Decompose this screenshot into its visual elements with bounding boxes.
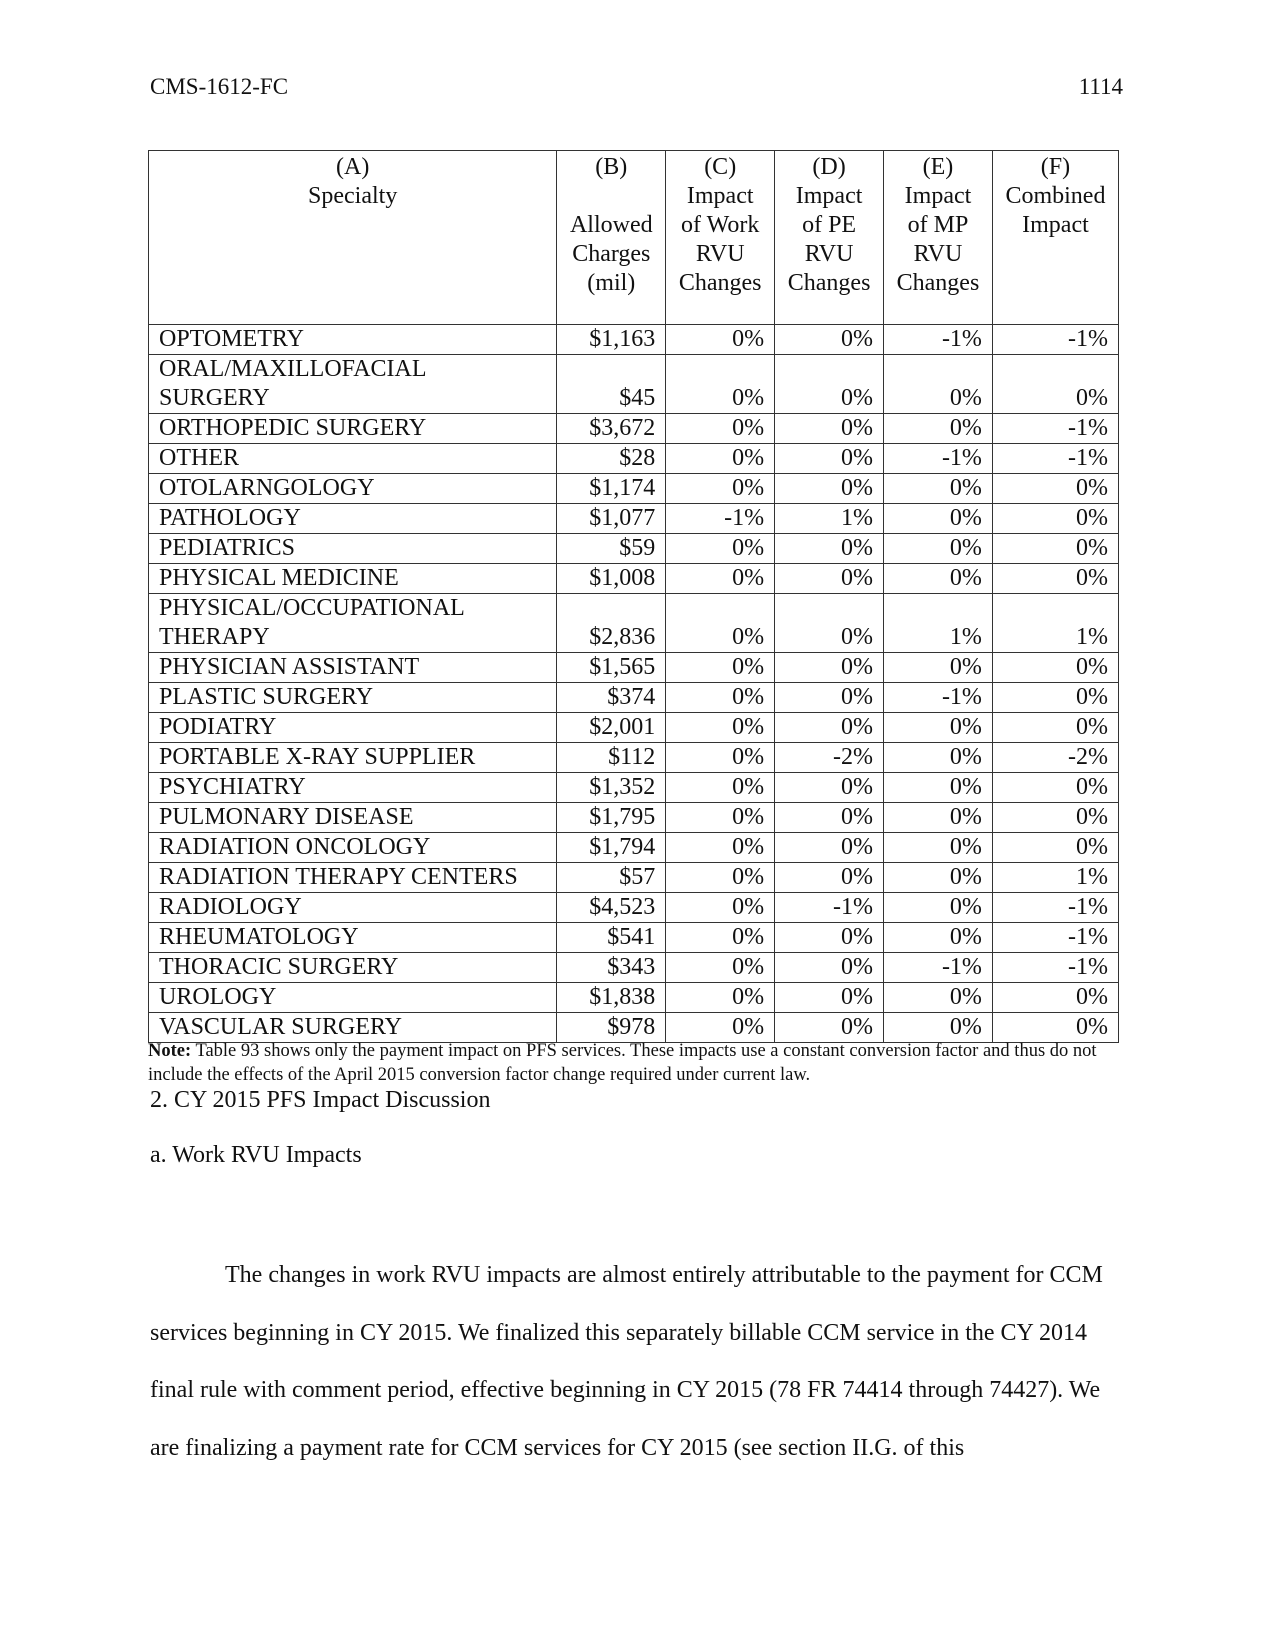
combined-impact-cell: 0% bbox=[992, 1013, 1118, 1043]
mp-rvu-cell: 0% bbox=[884, 504, 993, 534]
table-row bbox=[149, 474, 1119, 504]
paragraph-text: The changes in work RVU impacts are almost entirely attributable to the payment for CCM services beginning in CY 2015. We finalized this separately billable CCM service in the CY 2014 final rule with comment period, effective beginning in CY 2015 (78 FR 74414 through 74427). We are finalizing a payment rate for CCM services for CY 2015 (see section II.G. of this bbox=[150, 1262, 1103, 1461]
work-rvu-cell: 0% bbox=[666, 923, 775, 953]
combined-impact-cell: 1% bbox=[992, 594, 1118, 653]
pe-rvu-cell: 0% bbox=[775, 355, 884, 414]
column-title-line: Specialty bbox=[308, 183, 398, 209]
combined-impact-cell: 0% bbox=[992, 833, 1118, 863]
pe-rvu-cell: 0% bbox=[775, 653, 884, 683]
pe-rvu-cell: 0% bbox=[775, 1013, 884, 1043]
specialty-line: PATHOLOGY bbox=[159, 505, 301, 531]
combined-impact-cell: -1% bbox=[992, 953, 1118, 983]
mp-rvu-cell: 0% bbox=[884, 863, 993, 893]
mp-rvu-cell: 0% bbox=[884, 773, 993, 803]
allowed-charges-cell: $45 bbox=[557, 355, 666, 414]
mp-rvu-cell: 0% bbox=[884, 743, 993, 773]
table-row bbox=[149, 564, 1119, 594]
work-rvu-cell: 0% bbox=[666, 653, 775, 683]
table-row bbox=[149, 504, 1119, 534]
combined-impact-cell: 0% bbox=[992, 773, 1118, 803]
work-rvu-cell: 0% bbox=[666, 833, 775, 863]
table-row bbox=[149, 743, 1119, 773]
combined-impact-cell: 0% bbox=[992, 653, 1118, 683]
column-title-line: Changes bbox=[678, 270, 762, 296]
mp-rvu-cell: 0% bbox=[884, 803, 993, 833]
allowed-charges-cell: $28 bbox=[557, 444, 666, 474]
specialty-line: VASCULAR SURGERY bbox=[159, 1014, 402, 1040]
table-row bbox=[149, 803, 1119, 833]
column-letter: (B) bbox=[595, 154, 628, 180]
allowed-charges-cell: $57 bbox=[557, 863, 666, 893]
allowed-charges-cell: $112 bbox=[557, 743, 666, 773]
table-header-row bbox=[149, 151, 1119, 325]
specialty-line: ORAL/MAXILLOFACIAL bbox=[159, 356, 427, 382]
specialty-cell bbox=[149, 653, 557, 683]
specialty-line: PORTABLE X-RAY SUPPLIER bbox=[159, 744, 476, 770]
pe-rvu-cell: -1% bbox=[775, 893, 884, 923]
pe-rvu-cell: 0% bbox=[775, 923, 884, 953]
combined-impact-cell: 0% bbox=[992, 683, 1118, 713]
work-rvu-cell: 0% bbox=[666, 863, 775, 893]
table-row bbox=[149, 534, 1119, 564]
section-heading: 2. CY 2015 PFS Impact Discussion bbox=[150, 1087, 491, 1113]
impact-table bbox=[148, 150, 1119, 1043]
mp-rvu-cell: 0% bbox=[884, 713, 993, 743]
column-title-line: Charges bbox=[572, 241, 651, 267]
allowed-charges-cell: $1,352 bbox=[557, 773, 666, 803]
allowed-charges-cell: $374 bbox=[557, 683, 666, 713]
specialty-line: SURGERY bbox=[159, 385, 270, 411]
document-id: CMS-1612-FC bbox=[150, 74, 289, 99]
column-title-line: Changes bbox=[787, 270, 871, 296]
column-title-line: Impact bbox=[686, 183, 754, 209]
mp-rvu-cell: 0% bbox=[884, 983, 993, 1013]
table-row bbox=[149, 893, 1119, 923]
mp-rvu-cell: 0% bbox=[884, 564, 993, 594]
table-row bbox=[149, 863, 1119, 893]
specialty-line: PHYSICAL MEDICINE bbox=[159, 565, 399, 591]
specialty-line: RHEUMATOLOGY bbox=[159, 924, 359, 950]
note-text: Table 93 shows only the payment impact on PFS services. These impacts use a constant conversion factor and thus do not include the effects of the April 2015 conversion factor change required under current law. bbox=[148, 1041, 1097, 1085]
allowed-charges-cell: $1,077 bbox=[557, 504, 666, 534]
combined-impact-cell: 0% bbox=[992, 534, 1118, 564]
specialty-cell bbox=[149, 474, 557, 504]
specialty-line: RADIATION ONCOLOGY bbox=[159, 834, 431, 860]
specialty-line: RADIOLOGY bbox=[159, 894, 302, 920]
column-header bbox=[775, 151, 884, 325]
allowed-charges-cell: $1,795 bbox=[557, 803, 666, 833]
pe-rvu-cell: 0% bbox=[775, 534, 884, 564]
work-rvu-cell: 0% bbox=[666, 564, 775, 594]
specialty-line: OTOLARNGOLOGY bbox=[159, 475, 375, 501]
work-rvu-cell: 0% bbox=[666, 893, 775, 923]
specialty-cell bbox=[149, 863, 557, 893]
work-rvu-cell: 0% bbox=[666, 355, 775, 414]
specialty-cell bbox=[149, 923, 557, 953]
work-rvu-cell: 0% bbox=[666, 803, 775, 833]
column-title-line: Combined bbox=[1005, 183, 1106, 209]
combined-impact-cell: -1% bbox=[992, 444, 1118, 474]
mp-rvu-cell: -1% bbox=[884, 325, 993, 355]
mp-rvu-cell: 0% bbox=[884, 923, 993, 953]
table-body bbox=[149, 325, 1119, 1043]
pe-rvu-cell: 0% bbox=[775, 414, 884, 444]
pe-rvu-cell: -2% bbox=[775, 743, 884, 773]
column-header bbox=[884, 151, 993, 325]
mp-rvu-cell: 0% bbox=[884, 893, 993, 923]
mp-rvu-cell: -1% bbox=[884, 444, 993, 474]
specialty-cell bbox=[149, 594, 557, 653]
specialty-line: UROLOGY bbox=[159, 984, 277, 1010]
allowed-charges-cell: $4,523 bbox=[557, 893, 666, 923]
pe-rvu-cell: 1% bbox=[775, 504, 884, 534]
column-header bbox=[557, 151, 666, 325]
column-title-line: of PE bbox=[802, 212, 857, 238]
allowed-charges-cell: $978 bbox=[557, 1013, 666, 1043]
allowed-charges-cell: $343 bbox=[557, 953, 666, 983]
work-rvu-cell: 0% bbox=[666, 474, 775, 504]
allowed-charges-cell: $1,794 bbox=[557, 833, 666, 863]
pe-rvu-cell: 0% bbox=[775, 773, 884, 803]
column-title-line: Impact bbox=[1022, 212, 1089, 238]
column-title-line: (mil) bbox=[587, 270, 636, 296]
combined-impact-cell: -1% bbox=[992, 414, 1118, 444]
column-letter: (A) bbox=[336, 154, 370, 180]
work-rvu-cell: 0% bbox=[666, 683, 775, 713]
specialty-cell bbox=[149, 504, 557, 534]
specialty-line: PHYSICAL/OCCUPATIONAL bbox=[159, 595, 465, 621]
table-note bbox=[148, 1039, 1128, 1087]
allowed-charges-cell: $59 bbox=[557, 534, 666, 564]
work-rvu-cell: -1% bbox=[666, 504, 775, 534]
mp-rvu-cell: 0% bbox=[884, 474, 993, 504]
column-title-line: Impact bbox=[795, 183, 863, 209]
mp-rvu-cell: 0% bbox=[884, 653, 993, 683]
column-header bbox=[992, 151, 1118, 325]
table-row bbox=[149, 653, 1119, 683]
specialty-cell bbox=[149, 803, 557, 833]
column-title-line: RVU bbox=[804, 241, 854, 267]
combined-impact-cell: 0% bbox=[992, 504, 1118, 534]
column-title-line: RVU bbox=[695, 241, 745, 267]
specialty-cell bbox=[149, 833, 557, 863]
work-rvu-cell: 0% bbox=[666, 953, 775, 983]
specialty-line: THERAPY bbox=[159, 624, 270, 650]
work-rvu-cell: 0% bbox=[666, 444, 775, 474]
work-rvu-cell: 0% bbox=[666, 534, 775, 564]
table-row bbox=[149, 713, 1119, 743]
column-title-line: of MP bbox=[907, 212, 969, 238]
table-row bbox=[149, 414, 1119, 444]
note-label: Note: bbox=[148, 1041, 192, 1061]
combined-impact-cell: 0% bbox=[992, 474, 1118, 504]
combined-impact-cell: -2% bbox=[992, 743, 1118, 773]
table-row bbox=[149, 355, 1119, 414]
mp-rvu-cell: 0% bbox=[884, 355, 993, 414]
specialty-cell bbox=[149, 1013, 557, 1043]
specialty-cell bbox=[149, 743, 557, 773]
column-header bbox=[666, 151, 775, 325]
allowed-charges-cell: $1,163 bbox=[557, 325, 666, 355]
specialty-line: ORTHOPEDIC SURGERY bbox=[159, 415, 427, 441]
column-title-line: of Work bbox=[681, 212, 760, 238]
column-title-line: Allowed bbox=[569, 212, 653, 238]
mp-rvu-cell: 0% bbox=[884, 414, 993, 444]
allowed-charges-cell: $541 bbox=[557, 923, 666, 953]
column-header bbox=[149, 151, 557, 325]
specialty-cell bbox=[149, 564, 557, 594]
specialty-cell bbox=[149, 983, 557, 1013]
combined-impact-cell: -1% bbox=[992, 893, 1118, 923]
table-row bbox=[149, 444, 1119, 474]
specialty-line: PODIATRY bbox=[159, 714, 277, 740]
column-title-line: Impact bbox=[904, 183, 972, 209]
table-row bbox=[149, 833, 1119, 863]
pe-rvu-cell: 0% bbox=[775, 474, 884, 504]
pe-rvu-cell: 0% bbox=[775, 953, 884, 983]
column-letter: (E) bbox=[922, 154, 954, 180]
specialty-line: PLASTIC SURGERY bbox=[159, 684, 374, 710]
specialty-cell bbox=[149, 773, 557, 803]
specialty-line: PEDIATRICS bbox=[159, 535, 296, 561]
specialty-line: PSYCHIATRY bbox=[159, 774, 306, 800]
combined-impact-cell: 0% bbox=[992, 803, 1118, 833]
mp-rvu-cell: 0% bbox=[884, 833, 993, 863]
table-row bbox=[149, 1013, 1119, 1043]
specialty-cell bbox=[149, 355, 557, 414]
work-rvu-cell: 0% bbox=[666, 743, 775, 773]
table-row bbox=[149, 773, 1119, 803]
mp-rvu-cell: 0% bbox=[884, 534, 993, 564]
column-letter: (C) bbox=[704, 154, 737, 180]
pe-rvu-cell: 0% bbox=[775, 833, 884, 863]
pe-rvu-cell: 0% bbox=[775, 564, 884, 594]
specialty-cell bbox=[149, 953, 557, 983]
body-paragraph bbox=[150, 1247, 1135, 1477]
combined-impact-cell: 0% bbox=[992, 983, 1118, 1013]
specialty-line: OTHER bbox=[159, 445, 239, 471]
combined-impact-cell: 0% bbox=[992, 713, 1118, 743]
specialty-line: THORACIC SURGERY bbox=[159, 954, 399, 980]
page-number: 1114 bbox=[1078, 74, 1123, 99]
pe-rvu-cell: 0% bbox=[775, 683, 884, 713]
allowed-charges-cell: $2,001 bbox=[557, 713, 666, 743]
specialty-cell bbox=[149, 713, 557, 743]
work-rvu-cell: 0% bbox=[666, 713, 775, 743]
table-row bbox=[149, 594, 1119, 653]
allowed-charges-cell: $3,672 bbox=[557, 414, 666, 444]
specialty-cell bbox=[149, 534, 557, 564]
pe-rvu-cell: 0% bbox=[775, 594, 884, 653]
table-row bbox=[149, 325, 1119, 355]
specialty-cell bbox=[149, 893, 557, 923]
allowed-charges-cell: $2,836 bbox=[557, 594, 666, 653]
column-title-line: RVU bbox=[913, 241, 963, 267]
combined-impact-cell: 0% bbox=[992, 564, 1118, 594]
combined-impact-cell: -1% bbox=[992, 325, 1118, 355]
work-rvu-cell: 0% bbox=[666, 773, 775, 803]
table-row bbox=[149, 953, 1119, 983]
specialty-cell bbox=[149, 444, 557, 474]
specialty-line: RADIATION THERAPY CENTERS bbox=[159, 864, 518, 890]
specialty-cell bbox=[149, 325, 557, 355]
allowed-charges-cell: $1,565 bbox=[557, 653, 666, 683]
mp-rvu-cell: 0% bbox=[884, 1013, 993, 1043]
column-letter: (F) bbox=[1040, 154, 1071, 180]
subsection-heading: a. Work RVU Impacts bbox=[150, 1142, 362, 1168]
allowed-charges-cell: $1,174 bbox=[557, 474, 666, 504]
work-rvu-cell: 0% bbox=[666, 594, 775, 653]
pe-rvu-cell: 0% bbox=[775, 713, 884, 743]
column-title-line: Changes bbox=[896, 270, 980, 296]
column-title-line bbox=[567, 182, 655, 211]
table-row bbox=[149, 683, 1119, 713]
mp-rvu-cell: -1% bbox=[884, 953, 993, 983]
pe-rvu-cell: 0% bbox=[775, 863, 884, 893]
combined-impact-cell: -1% bbox=[992, 923, 1118, 953]
mp-rvu-cell: 1% bbox=[884, 594, 993, 653]
mp-rvu-cell: -1% bbox=[884, 683, 993, 713]
specialty-cell bbox=[149, 414, 557, 444]
combined-impact-cell: 0% bbox=[992, 355, 1118, 414]
specialty-line: PHYSICIAN ASSISTANT bbox=[159, 654, 420, 680]
table-row bbox=[149, 983, 1119, 1013]
pe-rvu-cell: 0% bbox=[775, 325, 884, 355]
table-row bbox=[149, 923, 1119, 953]
work-rvu-cell: 0% bbox=[666, 325, 775, 355]
work-rvu-cell: 0% bbox=[666, 983, 775, 1013]
column-letter: (D) bbox=[812, 154, 846, 180]
specialty-line: PULMONARY DISEASE bbox=[159, 804, 414, 830]
specialty-cell bbox=[149, 683, 557, 713]
allowed-charges-cell: $1,838 bbox=[557, 983, 666, 1013]
work-rvu-cell: 0% bbox=[666, 1013, 775, 1043]
allowed-charges-cell: $1,008 bbox=[557, 564, 666, 594]
pe-rvu-cell: 0% bbox=[775, 803, 884, 833]
work-rvu-cell: 0% bbox=[666, 414, 775, 444]
specialty-line: OPTOMETRY bbox=[159, 326, 304, 352]
pe-rvu-cell: 0% bbox=[775, 983, 884, 1013]
pe-rvu-cell: 0% bbox=[775, 444, 884, 474]
combined-impact-cell: 1% bbox=[992, 863, 1118, 893]
